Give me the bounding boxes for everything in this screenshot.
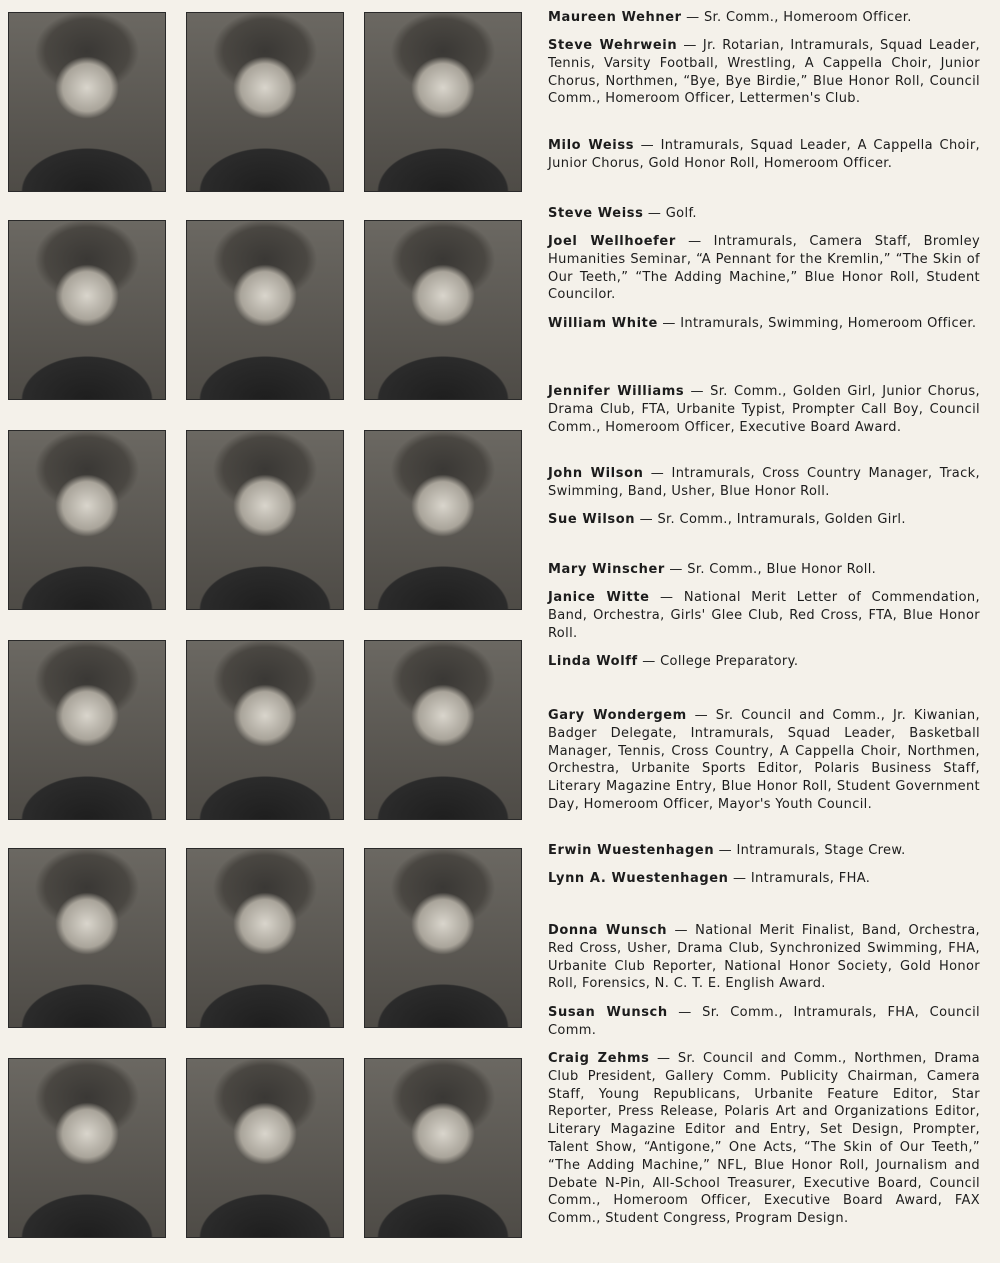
portrait-photo [186,640,344,820]
portrait-photo [364,640,522,820]
student-activities: — National Merit Finalist, Band, Orchestra, Red Cross, Usher, Drama Club, Synchronized Swimming, FHA, Urbanite Club Reporter, National Honor Society, Gold Honor Roll, Forensics, N. C. T. E. English Award. [548,923,980,992]
student-activities: — Intramurals, Stage Crew. [714,843,906,858]
student-entry [548,383,980,436]
student-name: Jennifer Williams [548,384,685,399]
student-activities: — Intramurals, Camera Staff, Bromley Humanities Seminar, “A Pennant for the Kremlin,” “The Skin of Our Teeth,” “The Adding Machine,” Blue Honor Roll, Student Councilor. [548,234,980,303]
student-activities: — Sr. Comm., Intramurals, Golden Girl. [635,512,906,527]
portrait-photo [186,12,344,192]
student-name: Gary Wondergem [548,708,687,723]
student-entry [548,653,980,671]
portrait-photo [8,12,166,192]
student-entry [548,1050,980,1228]
student-entry [548,137,980,173]
student-name: Craig Zehms [548,1051,650,1066]
student-entry [548,589,980,642]
student-entry [548,315,980,333]
student-name: Milo Weiss [548,138,635,153]
portrait-photo [186,1058,344,1238]
student-name: Lynn A. Wuestenhagen [548,871,729,886]
student-entry [548,922,980,993]
student-entry [548,233,980,304]
student-entry [548,9,980,27]
student-entry [548,37,980,108]
portrait-photo [186,848,344,1028]
portrait-photo [8,848,166,1028]
student-name: Steve Weiss [548,206,644,221]
student-activities: — Sr. Council and Comm., Jr. Kiwanian, Badger Delegate, Intramurals, Squad Leader, Basketball Manager, Tennis, Cross Country, A Cappella Choir, Northmen, Orchestra, Urbanite Sports Editor, Polaris Business Staff, Literary Magazine Entry, Blue Honor Roll, Student Government Day, Homeroom Officer, Mayor's Youth Council. [548,708,980,812]
student-activities: — Jr. Rotarian, Intramurals, Squad Leader, Tennis, Varsity Football, Wrestling, A Cappella Choir, Junior Chorus, Northmen, “Bye, Bye Birdie,” Blue Honor Roll, Council Comm., Homeroom Officer, Lettermen's Club. [548,38,980,107]
student-activities: — Intramurals, FHA. [728,871,871,886]
student-activities: — National Merit Letter of Commendation, Band, Orchestra, Girls' Glee Club, Red Cross, FTA, Blue Honor Roll. [548,590,980,641]
student-name: Maureen Wehner [548,10,682,25]
student-name: Linda Wolff [548,654,638,669]
student-activities: — Sr. Comm., Intramurals, FHA, Council Comm. [548,1005,980,1038]
student-activities: — Sr. Council and Comm., Northmen, Drama Club President, Gallery Comm. Publicity Chairman, Camera Staff, Young Republicans, Urbanite Feature Editor, Star Reporter, Press Release, Polaris Art and Organizations Editor, Literary Magazine Editor and Entry, Set Design, Prompter, Talent Show, “Antigone,” One Acts, “The Skin of Our Teeth,” “The Adding Machine,” NFL, Blue Honor Roll, Journalism and Debate N-Pin, All-School Treasurer, Executive Board, Council Comm., Homeroom Officer, Executive Board Award, FAX Comm., Student Congress, Program Design. [548,1051,980,1227]
student-name: John Wilson [548,466,644,481]
student-entry [548,205,980,223]
student-name: Joel Wellhoefer [548,234,676,249]
student-activities: — Sr. Comm., Golden Girl, Junior Chorus, Drama Club, FTA, Urbanite Typist, Prompter Call Boy, Council Comm., Homeroom Officer, Executive Board Award. [548,384,980,435]
student-entry [548,1004,980,1040]
student-activities: — Intramurals, Cross Country Manager, Track, Swimming, Band, Usher, Blue Honor Roll. [548,466,980,499]
portrait-photo [186,430,344,610]
student-name: Steve Wehrwein [548,38,678,53]
student-name: William White [548,316,658,331]
portrait-photo [364,848,522,1028]
student-activities: — Intramurals, Swimming, Homeroom Officer. [657,316,977,331]
student-activities: — Sr. Comm., Blue Honor Roll. [664,562,877,577]
portrait-photo [364,1058,522,1238]
student-entry [548,870,980,888]
student-activities: — College Preparatory. [637,654,799,669]
student-entry [548,465,980,501]
portrait-photo [8,430,166,610]
portrait-photo [186,220,344,400]
portrait-photo [364,220,522,400]
student-entry [548,842,980,860]
student-activities: — Golf. [643,206,697,221]
student-entry [548,561,980,579]
portrait-photo [8,1058,166,1238]
portrait-photo [8,220,166,400]
student-activities: — Sr. Comm., Homeroom Officer. [681,10,912,25]
portrait-photo [364,430,522,610]
student-name: Susan Wunsch [548,1005,668,1020]
student-name: Erwin Wuestenhagen [548,843,715,858]
student-entry [548,511,980,529]
student-name: Mary Winscher [548,562,665,577]
student-name: Donna Wunsch [548,923,668,938]
student-entry [548,707,980,814]
portrait-photo [364,12,522,192]
student-activities: — Intramurals, Squad Leader, A Cappella Choir, Junior Chorus, Gold Honor Roll, Homeroom Officer. [548,138,981,171]
student-name: Janice Witte [548,590,650,605]
portrait-photo [8,640,166,820]
student-name: Sue Wilson [548,512,636,527]
